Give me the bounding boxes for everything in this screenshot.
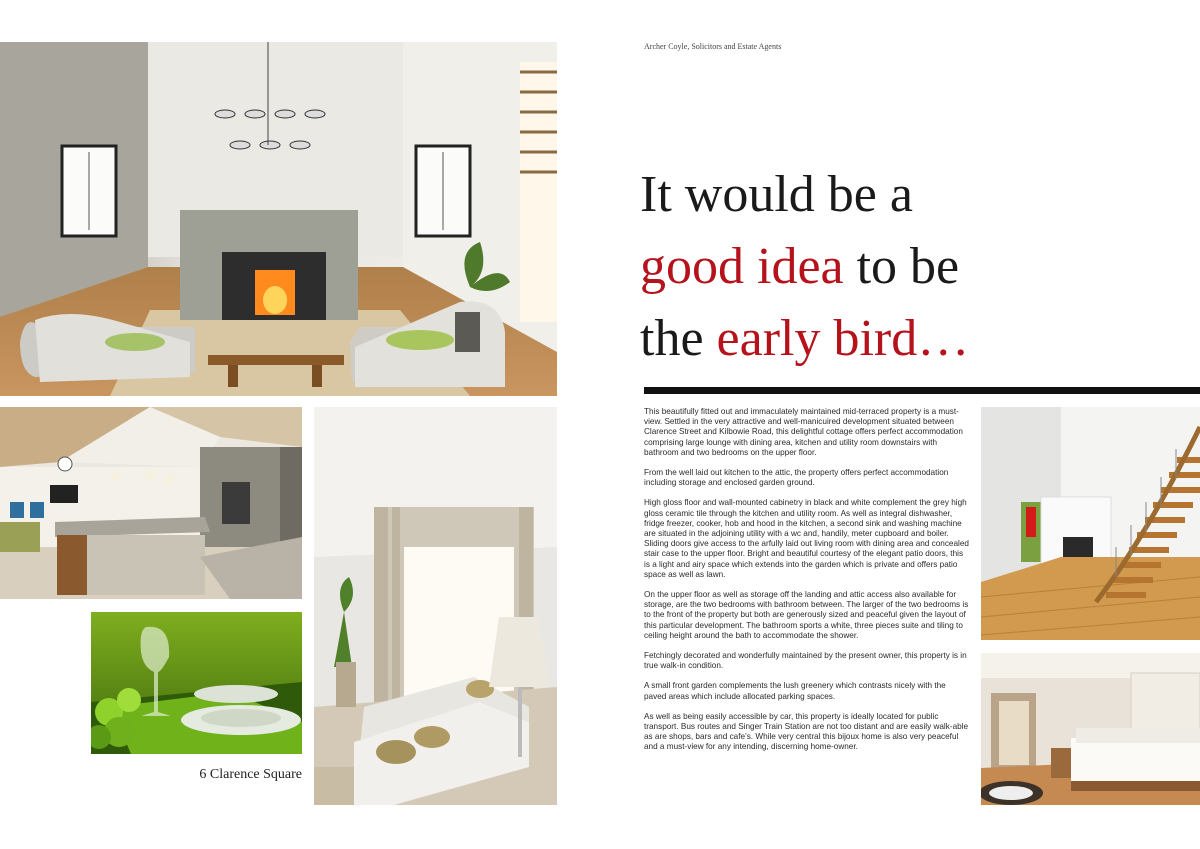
description-paragraph: On the upper floor as well as storage off the landing and attic access also available for storage, are the two bedrooms with bathroom between. The larger of the two bedrooms is to the front of the property but both are generously sized and peaceful given the layout of this particular development. The bathroom sports a white, three pieces suite and tiling to ceiling height around the bath to accommodate the shower. [644, 590, 969, 640]
headline-line-2 [640, 231, 1180, 303]
description-paragraph: As well as being easily accessible by car, this property is ideally located for public transport. Bus routes and Singer Train Station are not too distant and are easily walk-able as are shops, bars and cafe’s. While very central this bijoux home is also very peaceful and a must-view for any intending, discerning home-owner. [644, 711, 969, 752]
property-caption: 6 Clarence Square [199, 767, 302, 782]
description-paragraph: This beautifully fitted out and immaculately maintained mid-terraced property is a must-view. Settled in the very attractive and well-manicuired development situated between Clarence Street and Kilbowie Road, this delightful cottage offers perfect accommodation comprising large lounge with dining area, kitchen and utility room downstairs with bathroom and two bedrooms on the upper floor. [644, 407, 963, 457]
headline-accent-1: good idea [640, 238, 844, 295]
headline [640, 159, 1180, 375]
living-room-photo [0, 42, 557, 396]
dining-table-photo [91, 612, 302, 754]
headline-line-1: It would be a [640, 166, 913, 223]
divider-rule [644, 387, 1200, 394]
description-paragraph: Fetchingly decorated and wonderfully maintained by the present owner, this property is in true walk-in condition. [644, 651, 967, 671]
lounge-photo [314, 407, 557, 805]
headline-accent-2: early bird… [716, 310, 970, 367]
headline-line-3-plain: the [640, 310, 717, 367]
headline-line-3 [640, 303, 1180, 375]
agent-name: Archer Coyle, Solicitors and Estate Agents [644, 42, 782, 51]
description-paragraph: High gloss floor and wall-mounted cabinetry in black and white complement the grey high gloss ceramic tile through the kitchen and utility room. As well as integral dishwasher, fridge freezer, cooker, hob and hood in the kitchen, a second sink and washing machine are situated in the adjoining utility with a wc and, handily, meter cupboard and boiler. Sliding doors give access to the arfully laid out living room with dining area and concealed stair case to the upper floor. Bright and beautiful courtesy of the elegant patio doors, this is a light and airy space which extends into the garden which is private and offers patio space as well as lawn. [644, 498, 969, 579]
description-paragraph: From the well laid out kitchen to the attic, the property offers perfect accommodation including storage and enclosed garden ground. [644, 468, 949, 488]
bedroom-photo [981, 653, 1200, 805]
kitchen-photo [0, 407, 302, 599]
property-description [644, 407, 970, 763]
headline-line-2-rest: to be [843, 238, 960, 295]
description-paragraph: A small front garden complements the lush greenery which contrasts nicely with the paved areas which include allocated parking spaces. [644, 681, 946, 701]
staircase-photo [981, 407, 1200, 640]
